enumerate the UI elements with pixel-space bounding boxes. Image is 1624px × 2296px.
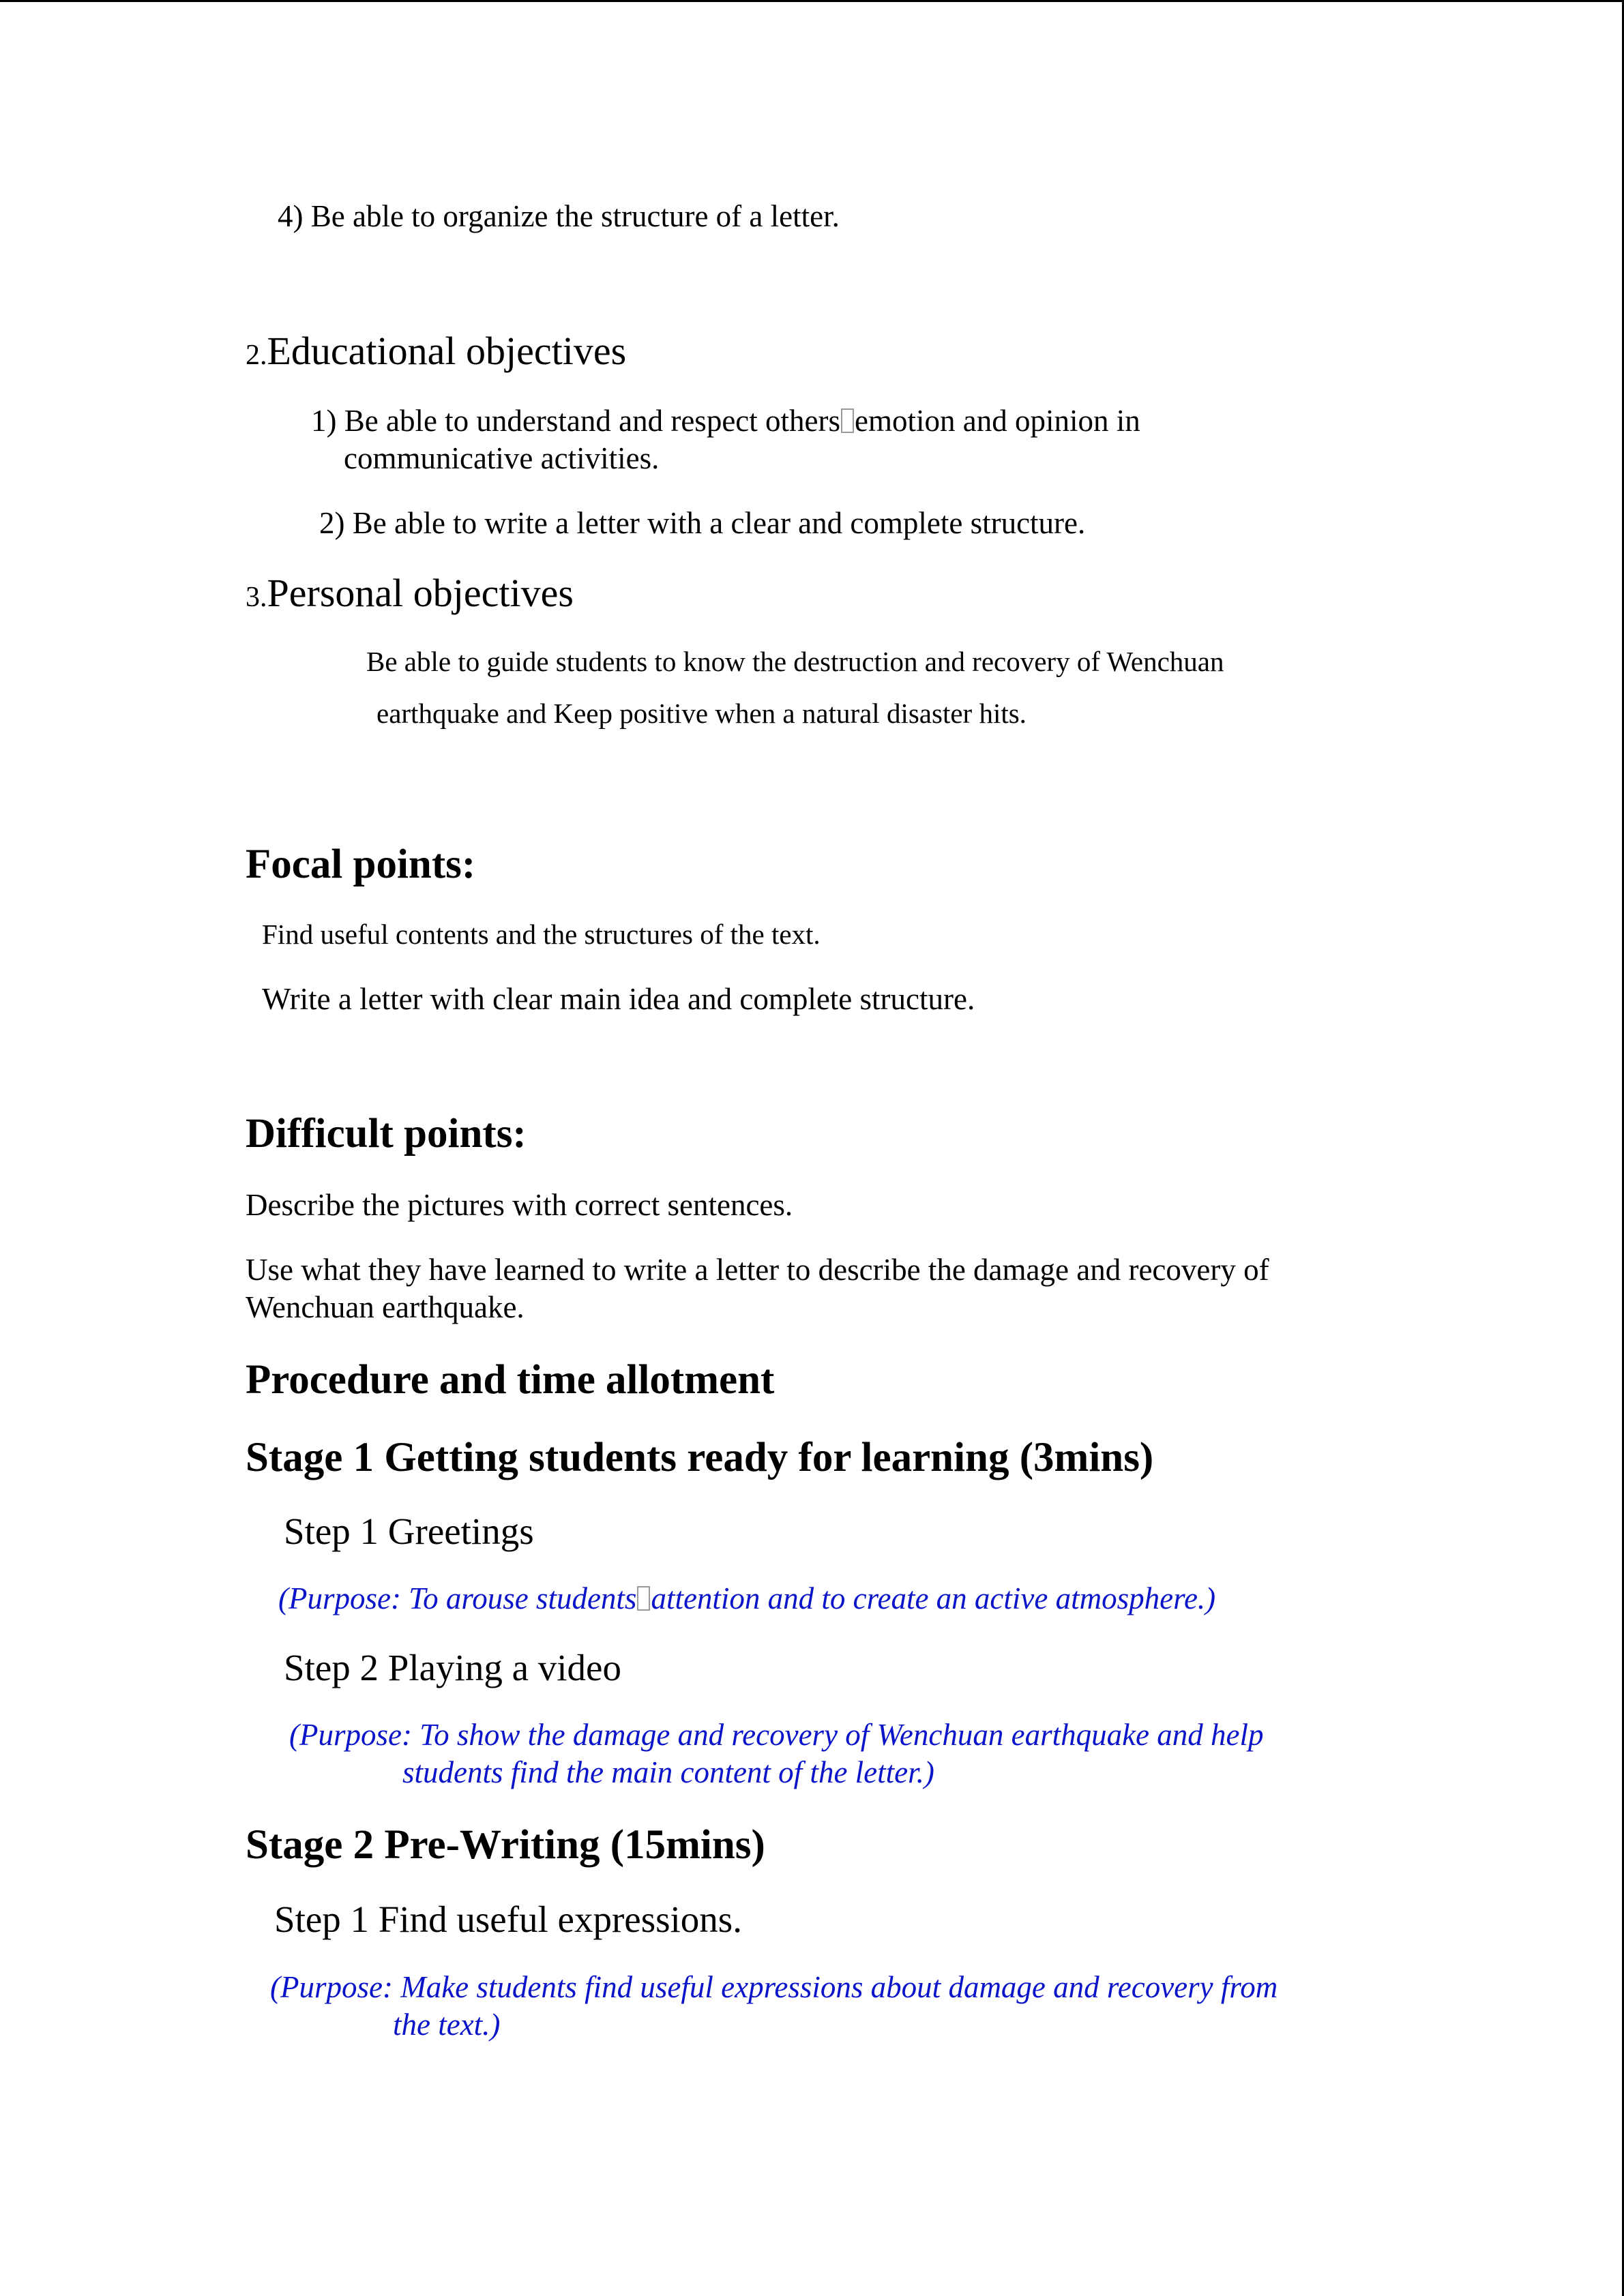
stage-2-purpose-1-line-1: (Purpose: Make students find useful expressions about damage and recovery from <box>270 1970 1278 2004</box>
objective-4: 4) Be able to organize the structure of a letter. <box>278 199 840 233</box>
stage-1-purpose-2-line-2: students find the main content of the letter.) <box>402 1755 934 1789</box>
focal-point-2: Write a letter with clear main idea and complete structure. <box>262 982 975 1016</box>
difficult-point-2-line-1: Use what they have learned to write a letter to describe the damage and recovery of <box>246 1253 1269 1287</box>
educational-objectives-number: 2. <box>246 340 267 371</box>
missing-glyph-box-icon <box>637 1586 650 1611</box>
difficult-points-heading: Difficult points: <box>246 1111 527 1157</box>
personal-objectives-number: 3. <box>246 582 267 613</box>
personal-objectives-title: Personal objectives <box>267 571 574 615</box>
stage-1-purpose-2-line-1: (Purpose: To show the damage and recovery of Wenchuan earthquake and help <box>289 1718 1264 1752</box>
stage-1-purpose-1-part-b: attention and to create an active atmosphere.) <box>651 1581 1216 1615</box>
stage-2-step-1: Step 1 Find useful expressions. <box>274 1898 742 1940</box>
educational-objective-2: 2) Be able to write a letter with a clear and complete structure. <box>319 506 1086 540</box>
personal-objective-line-1: Be able to guide students to know the destruction and recovery of Wenchuan <box>366 646 1224 677</box>
educational-objectives-title: Educational objectives <box>267 329 627 373</box>
stage-1-purpose-1-part-a: (Purpose: To arouse students <box>278 1581 637 1615</box>
missing-glyph-box-icon <box>841 408 854 433</box>
educational-objective-1-part-a: 1) Be able to understand and respect others <box>311 404 840 438</box>
stage-2-purpose-1-line-2: the text.) <box>393 2008 501 2042</box>
personal-objectives-heading <box>246 573 574 613</box>
focal-points-heading: Focal points: <box>246 841 476 887</box>
personal-objective-line-2: earthquake and Keep positive when a natural disaster hits. <box>377 698 1027 729</box>
educational-objective-1-line-2: communicative activities. <box>344 441 660 475</box>
educational-objectives-heading <box>246 331 626 371</box>
procedure-heading: Procedure and time allotment <box>246 1357 775 1403</box>
stage-1-heading: Stage 1 Getting students ready for learning (3mins) <box>246 1435 1154 1480</box>
focal-point-1: Find useful contents and the structures of the text. <box>262 919 821 950</box>
difficult-point-2-line-2: Wenchuan earthquake. <box>246 1290 525 1324</box>
stage-1-purpose-1 <box>278 1583 1215 1614</box>
educational-objective-1-part-b: emotion and opinion in <box>855 404 1140 438</box>
stage-1-step-1: Step 1 Greetings <box>284 1510 534 1552</box>
stage-1-step-2: Step 2 Playing a video <box>284 1647 621 1688</box>
stage-2-heading: Stage 2 Pre-Writing (15mins) <box>246 1822 765 1868</box>
difficult-point-1: Describe the pictures with correct sentences. <box>246 1188 793 1222</box>
educational-objective-1 <box>311 406 1140 436</box>
page-border-top <box>0 0 1624 2</box>
